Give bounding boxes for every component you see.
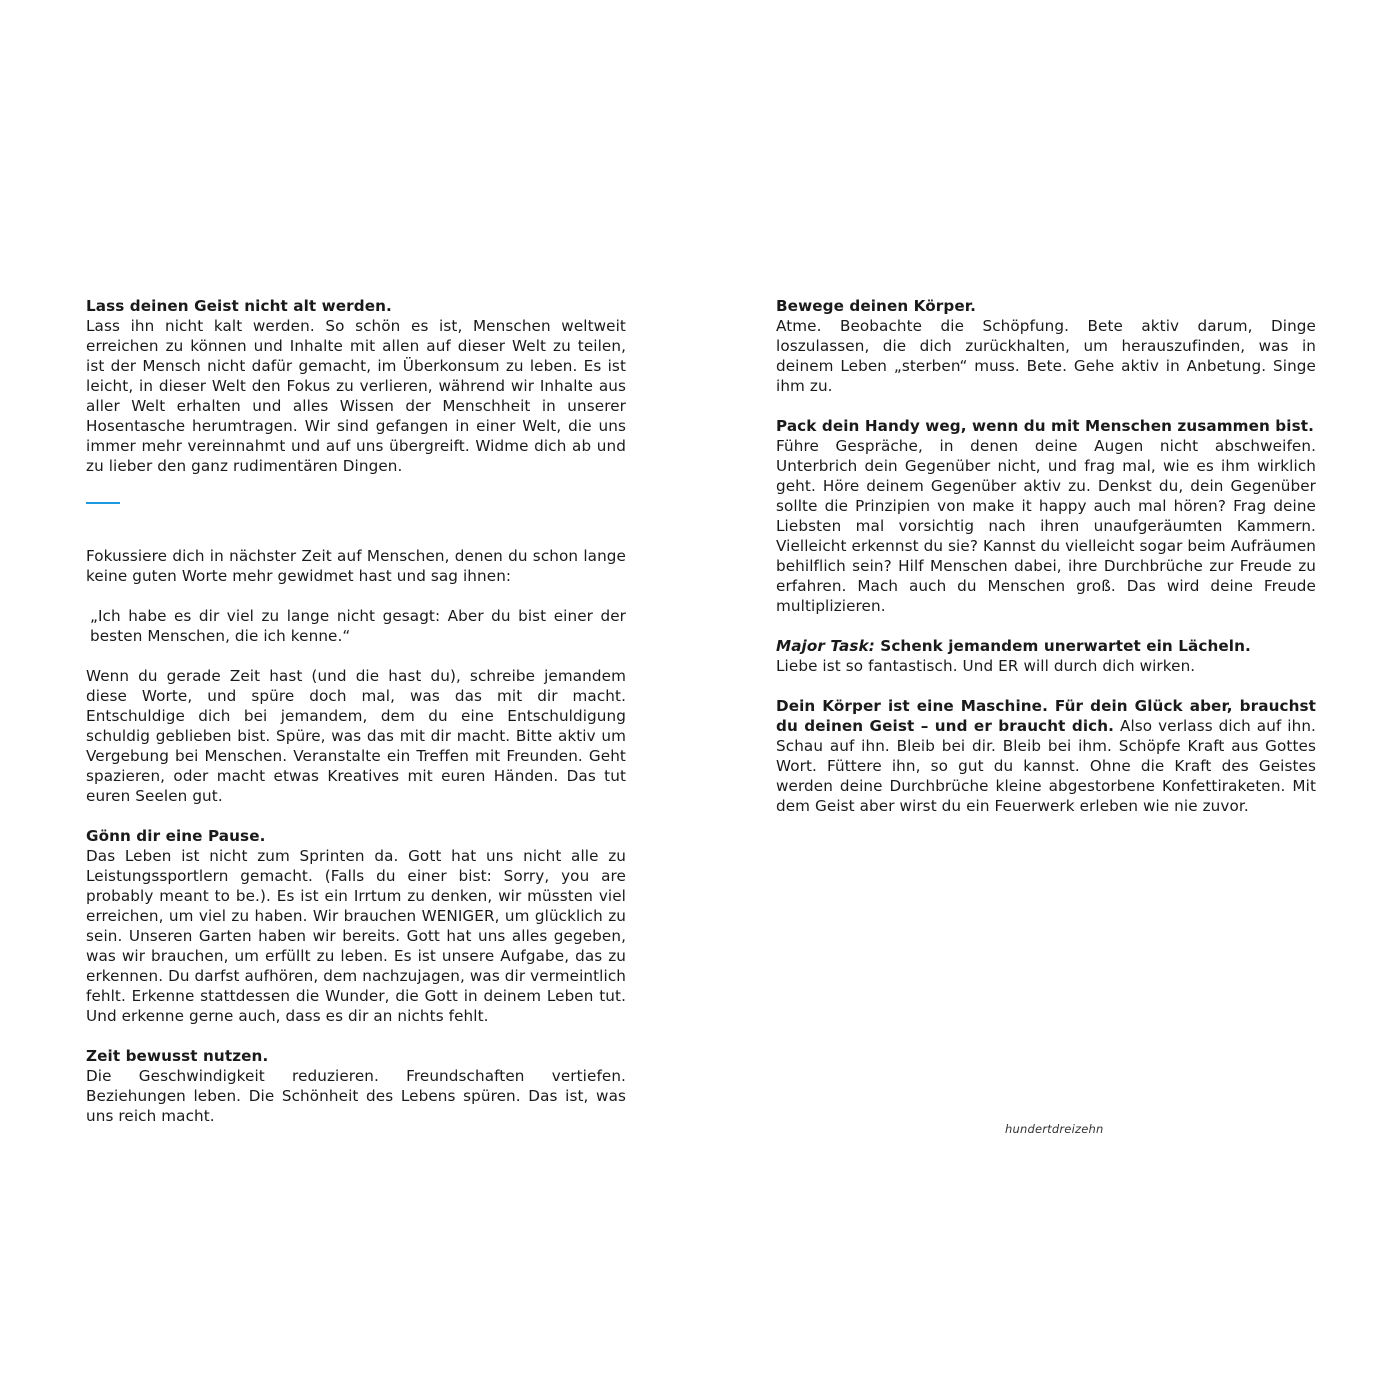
section-heading-koerper: Bewege deinen Körper. xyxy=(776,297,977,315)
major-task-text: Schenk jemandem unerwartet ein Lächeln. xyxy=(874,637,1251,655)
major-task-heading xyxy=(776,636,1316,656)
paragraph-pause: Das Leben ist nicht zum Sprinten da. Gott hat uns nicht alle zu Leistungssportlern gemacht. (Falls du einer bist: Sorry, you are probably meant to be.). Es ist ein Irrtum zu denken, wir müssten viel erreichen, um viel zu haben. Wir brauchen WENIGER, um glücklich zu sein. Unseren Garten haben wir bereits. Gott hat uns alles gegeben, was wir brauchen, um erfüllt zu leben. Es ist unsere Aufgabe, das zu erkennen. Du darfst aufhören, dem nachzujagen, was dir vermeintlich fehlt. Erkenne stattdessen die Wunder, die Gott in deinem Leben tut. Und erkenne gerne auch, dass es dir an nichts fehlt. xyxy=(86,847,626,1025)
section-heading-handy: Pack dein Handy weg, wenn du mit Menschen zusammen bist. xyxy=(776,417,1314,435)
paragraph-zeit: Die Geschwindigkeit reduzieren. Freundschaften vertiefen. Beziehungen leben. Die Schönheit des Lebens spüren. Das ist, was uns reich macht. xyxy=(86,1067,626,1125)
left-column xyxy=(86,296,626,1126)
paragraph-maschine xyxy=(776,696,1316,816)
quote: „Ich habe es dir viel zu lange nicht gesagt: Aber du bist einer der besten Menschen, die ich kenne.“ xyxy=(90,607,626,645)
paragraph-task: Liebe ist so fantastisch. Und ER will durch dich wirken. xyxy=(776,657,1196,675)
section-heading-maschine: Dein Körper ist eine Maschine. Für dein Glück aber, brauchst du deinen Geist – und er braucht dich. xyxy=(776,697,1316,735)
section-heading-pause: Gönn dir eine Pause. xyxy=(86,827,266,845)
section-heading-zeit: Zeit bewusst nutzen. xyxy=(86,1047,269,1065)
major-task-label: Major Task: xyxy=(776,637,875,655)
paragraph-fokus: Fokussiere dich in nächster Zeit auf Menschen, denen du schon lange keine guten Worte mehr gewidmet hast und sag ihnen: xyxy=(86,547,626,585)
paragraph-koerper: Atme. Beobachte die Schöpfung. Bete aktiv darum, Dinge loszulassen, die dich zurückhalten, um herauszufinden, was in deinem Leben „sterben“ muss. Bete. Gehe aktiv in Anbetung. Singe ihm zu. xyxy=(776,317,1316,395)
paragraph-geist: Lass ihn nicht kalt werden. So schön es ist, Menschen weltweit erreichen zu können und Inhalte mit allen auf dieser Welt zu teilen, ist der Mensch nicht dafür gemacht, im Überkonsum zu leben. Es ist leicht, in dieser Welt den Fokus zu verlieren, während wir Inhalte aus aller Welt erhalten und alles Wissen der Menschheit in unserer Hosentasche herumtragen. Wir sind gefangen in einer Welt, die uns immer mehr vereinnahmt und auf uns übergreift. Widme dich ab und zu lieber den ganz rudimentären Dingen. xyxy=(86,317,626,475)
paragraph-worte: Wenn du gerade Zeit hast (und die hast du), schreibe jemandem diese Worte, und spüre doch mal, was das mit dir macht. Entschuldige dich bei jemandem, dem du eine Entschuldigung schuldig geblieben bist. Spüre, was das mit dir macht. Bitte aktiv um Vergebung bei Menschen. Veranstalte ein Treffen mit Freunden. Geht spazieren, oder macht etwas Kreatives mit euren Händen. Das tut euren Seelen gut. xyxy=(86,667,626,805)
paragraph-maschine-text: Also verlass dich auf ihn. Schau auf ihn. Bleib bei dir. Bleib bei ihm. Schöpfe Kraft aus Gottes Wort. Füttere ihn, so gut du kannst. Ohne die Kraft des Geistes werden deine Durchbrüche kleine abgestorbene Konfettiraketen. Mit dem Geist aber wirst du ein Feuerwerk erleben wie nie zuvor. xyxy=(776,717,1316,815)
section-heading-geist: Lass deinen Geist nicht alt werden. xyxy=(86,297,392,315)
accent-divider xyxy=(86,502,120,504)
right-column xyxy=(776,296,1316,816)
page-number: hundertdreizehn xyxy=(1005,1122,1104,1136)
paragraph-handy: Führe Gespräche, in denen deine Augen nicht abschweifen. Unterbrich dein Gegenüber nicht, und frag mal, wie es ihm wirklich geht. Höre deinem Gegenüber aktiv zu. Denkst du, dein Gegenüber sollte die Prinzipien von make it happy auch mal hören? Frag deine Liebsten mal vorsichtig nach ihren unaufgeräumten Kammern. Vielleicht erkennst du sie? Kannst du vielleicht sogar beim Aufräumen behilflich sein? Hilf Menschen dabei, ihre Durchbrüche zur Freude zu erfahren. Mach auch du Menschen groß. Das wird deine Freude multiplizieren. xyxy=(776,437,1316,615)
